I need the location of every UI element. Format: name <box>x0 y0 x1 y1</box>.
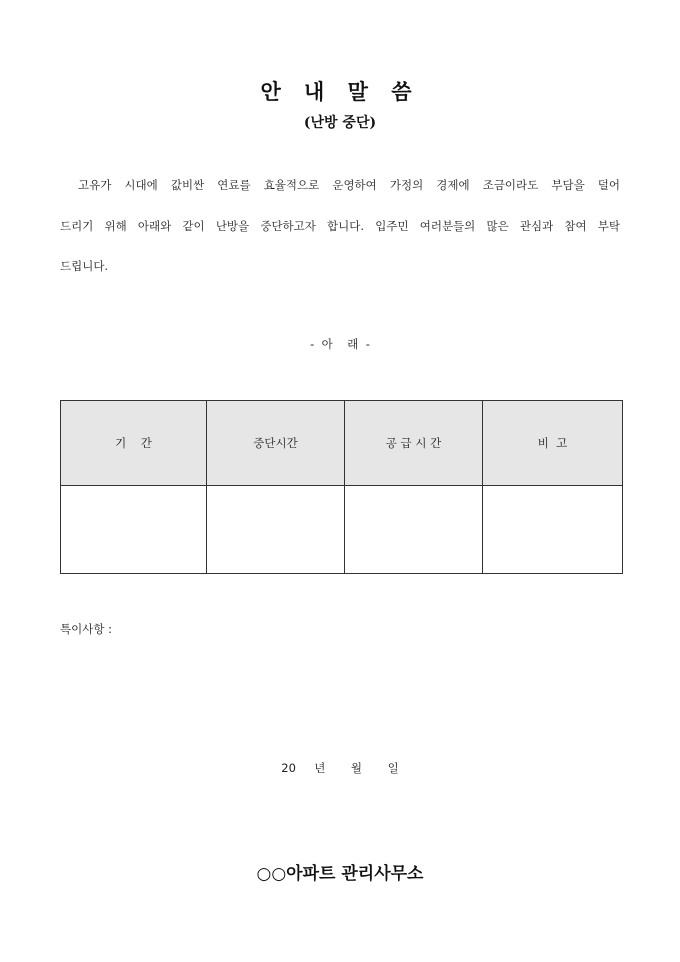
cell-supply-time <box>345 486 483 574</box>
body-line-3: 드립니다. <box>60 259 109 273</box>
cell-suspension-time <box>207 486 345 574</box>
header-suspension-time: 중단시간 <box>207 401 345 486</box>
header-period: 기 간 <box>61 401 207 486</box>
cell-remarks <box>483 486 623 574</box>
date-line: 20 년 월 일 <box>281 761 399 775</box>
header-remarks: 비 고 <box>483 401 623 486</box>
table-row <box>61 486 623 574</box>
body-line-2: 드리기 위해 아래와 같이 난방을 중단하고자 합니다. 입주민 여러분들의 많은 관심과 참여 부탁 <box>60 219 620 233</box>
header-supply-time: 공 급 시 간 <box>345 401 483 486</box>
schedule-table <box>60 400 623 574</box>
notice-title: 안 내 말 씀 <box>260 79 420 104</box>
notice-subtitle: (난방 중단) <box>303 115 377 131</box>
below-label: - 아 래 - <box>310 337 370 351</box>
cell-period <box>61 486 207 574</box>
special-note: 특이사항 : <box>60 622 112 636</box>
table-header-row <box>61 401 623 486</box>
body-line-1: 고유가 시대에 값비싼 연료를 효율적으로 운영하여 가정의 경제에 조금이라도 부담을 덜어 <box>78 178 620 192</box>
office-name: ○○아파트 관리사무소 <box>256 864 424 884</box>
